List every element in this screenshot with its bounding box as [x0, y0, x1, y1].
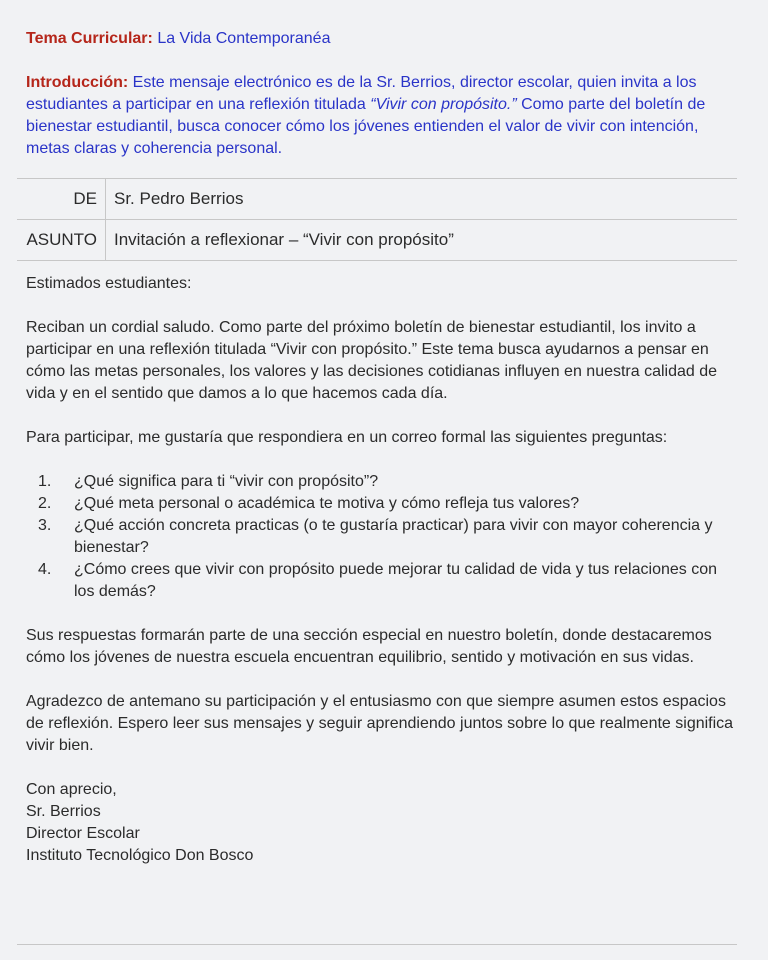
question-number: 3. [38, 517, 52, 534]
question-text: ¿Qué meta personal o académica te motiva y cómo refleja tus valores? [74, 495, 580, 512]
signature-title: Director Escolar [26, 825, 140, 842]
question-number: 2. [38, 495, 52, 512]
list-item [26, 493, 738, 515]
introduction [26, 72, 738, 160]
from-label: DE [17, 179, 106, 219]
question-text: ¿Qué acción concreta practicas (o te gustaría practicar) para vivir con mayor coherencia y bienestar? [74, 517, 713, 556]
bottom-divider [17, 944, 737, 945]
list-item [26, 559, 738, 603]
curricular-theme [26, 28, 738, 50]
question-text: ¿Cómo crees que vivir con propósito puede mejorar tu calidad de vida y tus relaciones con los demás? [74, 561, 717, 600]
paragraph-1: Reciban un cordial saludo. Como parte del próximo boletín de bienestar estudiantil, los invito a participar en una reflexión titulada “Vivir con propósito.” Este tema busca ayudarnos a pensar en cómo las metas personales, los valores y las decisiones cotidianas influyen en nuestra calidad de vida y en el sentido que damos a lo que hacemos cada día. [26, 319, 718, 402]
subject-label: ASUNTO [17, 220, 106, 260]
curricular-label: Tema Curricular: [26, 30, 153, 47]
question-text: ¿Qué significa para ti “vivir con propósito”? [74, 473, 379, 490]
intro-section [26, 28, 738, 160]
introduction-text-2: Como parte del boletín de bienestar estudiantil, busca conocer cómo los jóvenes entienden el valor de vivir con intención, metas claras y coherencia personal. [26, 96, 706, 157]
greeting: Estimados estudiantes: [26, 275, 192, 292]
closing: Con aprecio, [26, 781, 117, 798]
introduction-text-1: Este mensaje electrónico es de la Sr. Berrios, director escolar, quien invita a los estudiantes a participar en una reflexión titulada [26, 74, 697, 113]
introduction-label: Introducción: [26, 74, 129, 91]
signature-school: Instituto Tecnológico Don Bosco [26, 847, 254, 864]
subject-row [17, 220, 737, 261]
subject-value: Invitación a reflexionar – “Vivir con propósito” [114, 230, 454, 249]
email-body [26, 273, 738, 867]
list-item [26, 471, 738, 493]
signature-block [26, 779, 738, 867]
questions-list [26, 471, 738, 603]
curricular-value: La Vida Contemporanéa [157, 30, 331, 47]
paragraph-4: Agradezco de antemano su participación y el entusiasmo con que siempre asumen estos espacios de reflexión. Espero leer sus mensajes y seguir aprendiendo juntos sobre lo que realmente significa vivir bien. [26, 693, 734, 754]
list-item [26, 515, 738, 559]
paragraph-3: Sus respuestas formarán parte de una sección especial en nuestro boletín, donde destacaremos cómo los jóvenes de nuestra escuela encuentran equilibrio, sentido y motivación en sus vidas. [26, 627, 712, 666]
signature-name: Sr. Berrios [26, 803, 101, 820]
from-value: Sr. Pedro Berrios [114, 189, 244, 208]
paragraph-2: Para participar, me gustaría que respondiera en un correo formal las siguientes preguntas: [26, 429, 668, 446]
introduction-text-italic: “Vivir con propósito.” [370, 96, 517, 113]
question-number: 1. [38, 473, 52, 490]
email-header [17, 178, 737, 261]
question-number: 4. [38, 561, 52, 578]
from-row [17, 179, 737, 220]
